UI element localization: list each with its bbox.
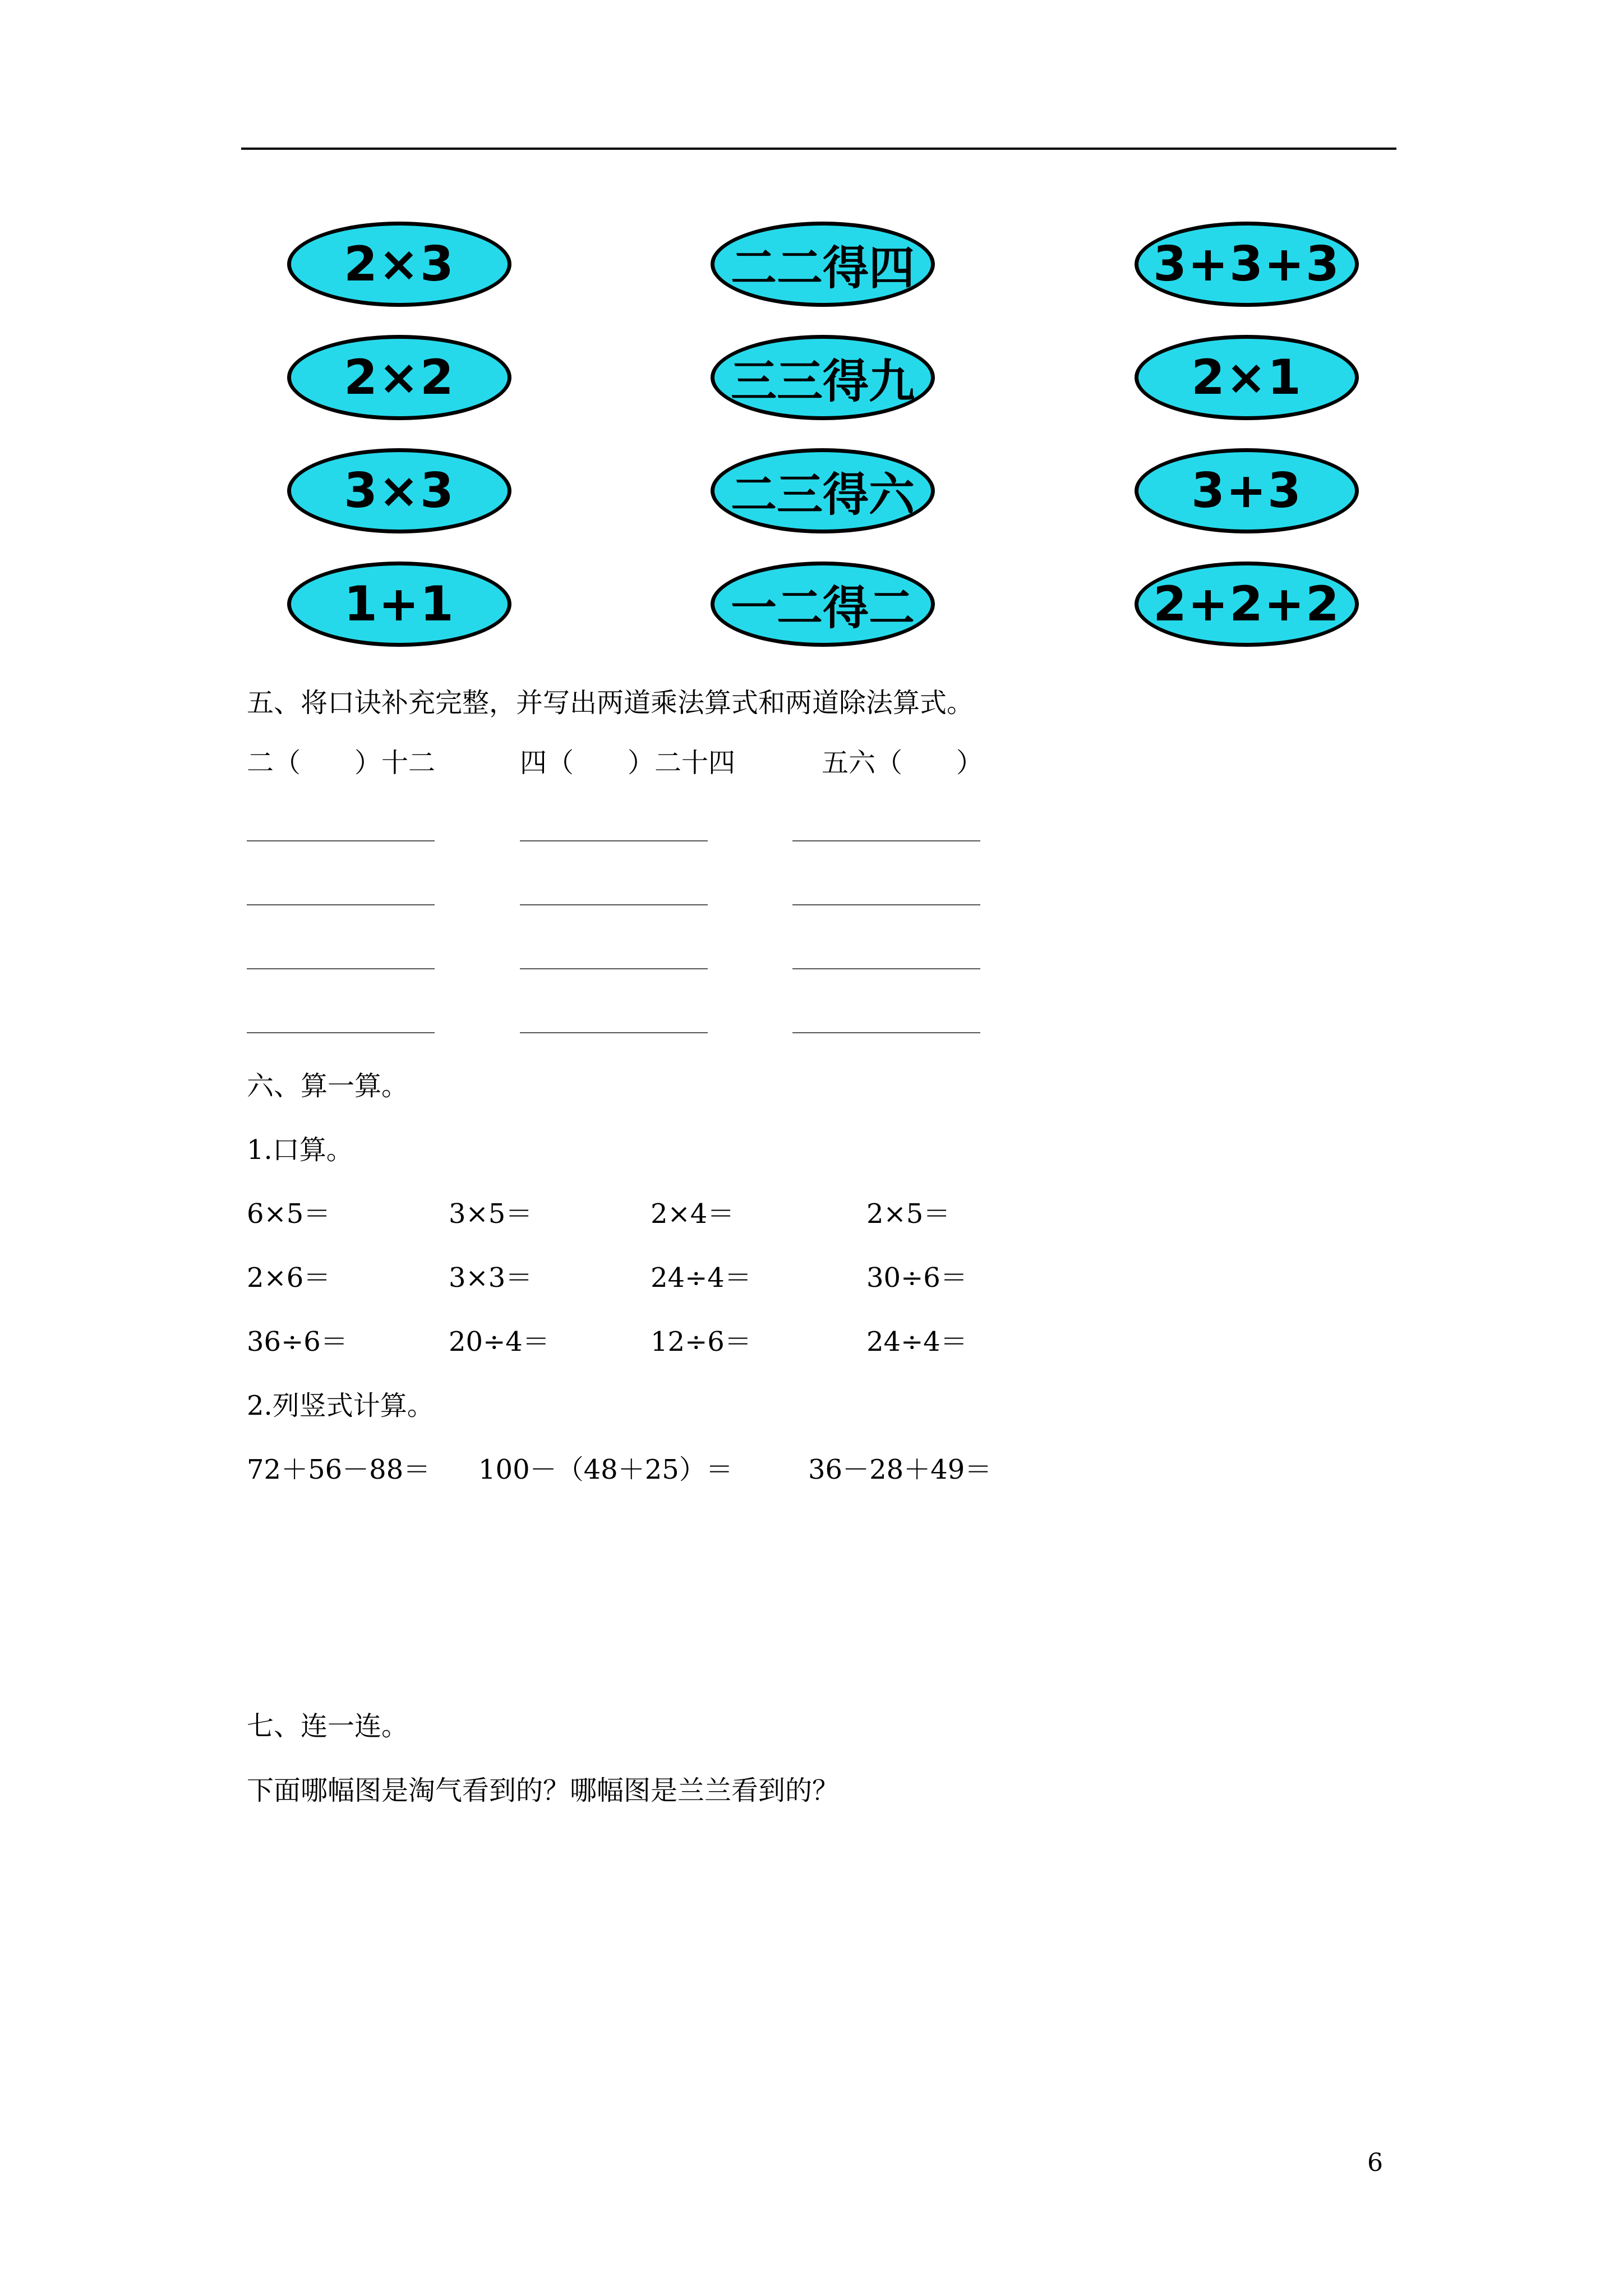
oral-problem: 6×5＝ <box>247 1198 331 1230</box>
rhyme-item: 二（ ）十二 <box>247 747 436 779</box>
oval-sum[interactable]: 2×1 <box>1135 335 1359 420</box>
oval-expression[interactable]: 3×3 <box>287 448 511 533</box>
rhyme-item: 五六（ ） <box>822 747 984 779</box>
oral-problem: 12÷6＝ <box>651 1326 751 1358</box>
answer-blank[interactable] <box>520 968 708 969</box>
vertical-problem: 36－28＋49＝ <box>808 1454 992 1485</box>
rhyme-item: 四（ ）二十四 <box>520 747 736 779</box>
subsection-vertical: 2.列竖式计算。 <box>247 1390 434 1421</box>
oval-expression[interactable]: 2×2 <box>287 335 511 420</box>
section7-heading: 七、连一连。 <box>247 1710 409 1742</box>
vertical-problem: 72＋56－88＝ <box>247 1454 431 1485</box>
oval-sum[interactable]: 3+3 <box>1135 448 1359 533</box>
oral-problem: 24÷4＝ <box>866 1326 967 1358</box>
oral-problem: 24÷4＝ <box>651 1262 751 1294</box>
oval-sum[interactable]: 3+3+3 <box>1135 222 1359 307</box>
answer-blank[interactable] <box>520 904 708 905</box>
oral-problem: 2×6＝ <box>247 1262 331 1294</box>
oral-problem: 20÷4＝ <box>449 1326 550 1358</box>
answer-blank[interactable] <box>792 1032 980 1033</box>
oval-rhyme[interactable]: 二三得六 <box>711 448 935 533</box>
oval-expression[interactable]: 2×3 <box>287 222 511 307</box>
section6-heading: 六、算一算。 <box>247 1070 409 1102</box>
answer-blank[interactable] <box>520 840 708 841</box>
answer-blank[interactable] <box>247 968 435 969</box>
section7-question: 下面哪幅图是淘气看到的？哪幅图是兰兰看到的？ <box>247 1775 840 1806</box>
header-rule <box>241 148 1396 150</box>
answer-blank[interactable] <box>792 840 980 841</box>
oral-problem: 30÷6＝ <box>866 1262 967 1294</box>
oval-rhyme[interactable]: 三三得九 <box>711 335 935 420</box>
answer-blank[interactable] <box>247 904 435 905</box>
oral-problem: 2×4＝ <box>651 1198 735 1230</box>
answer-blank[interactable] <box>792 904 980 905</box>
answer-blank[interactable] <box>792 968 980 969</box>
answer-blank[interactable] <box>247 1032 435 1033</box>
oral-problem: 2×5＝ <box>866 1198 951 1230</box>
page-number: 6 <box>1367 2148 1383 2177</box>
oral-problem: 36÷6＝ <box>247 1326 348 1358</box>
answer-blank[interactable] <box>520 1032 708 1033</box>
section5-heading: 五、将口诀补充完整，并写出两道乘法算式和两道除法算式。 <box>247 687 974 719</box>
oval-expression[interactable]: 1+1 <box>287 562 511 647</box>
answer-blank[interactable] <box>247 840 435 841</box>
vertical-problem: 100－（48＋25）＝ <box>478 1454 733 1485</box>
subsection-oral: 1.口算。 <box>247 1134 353 1166</box>
oral-problem: 3×3＝ <box>449 1262 533 1294</box>
oral-problem: 3×5＝ <box>449 1198 533 1230</box>
oval-rhyme[interactable]: 一二得二 <box>711 562 935 647</box>
oval-sum[interactable]: 2+2+2 <box>1135 562 1359 647</box>
oval-rhyme[interactable]: 二二得四 <box>711 222 935 307</box>
